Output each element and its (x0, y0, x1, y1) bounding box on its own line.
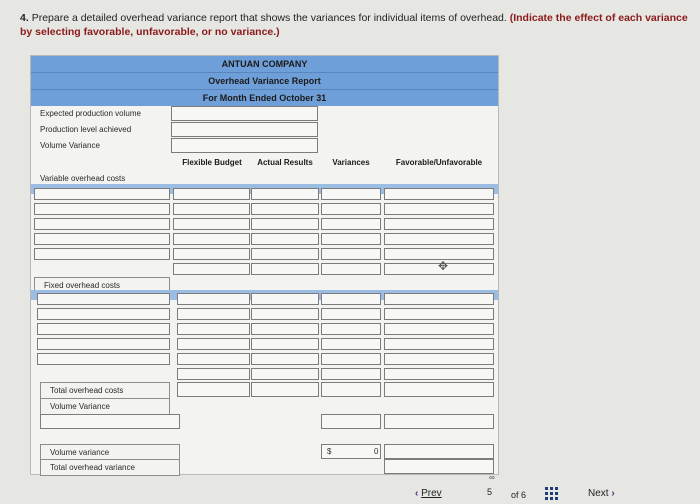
variable-actual-5[interactable] (251, 248, 319, 260)
expected-volume-input[interactable] (171, 106, 318, 121)
volume-variance-var[interactable] (321, 414, 381, 429)
page-total: of 6 (511, 490, 527, 500)
total-variance-fav-select[interactable] (384, 459, 494, 474)
fixed-overhead-label: Fixed overhead costs (34, 277, 170, 294)
fixed-total-fav[interactable] (384, 368, 494, 380)
fixed-var-4[interactable] (321, 338, 381, 350)
variable-actual-1[interactable] (251, 188, 319, 200)
move-cursor-icon: ✥ (438, 259, 449, 273)
question-instruction: (Indicate the effect of each variance by selecting favorable, unfavorable, or no variance.) (20, 12, 688, 38)
achieved-level-label: Production level achieved (31, 122, 170, 137)
fixed-flex-2[interactable] (177, 308, 250, 320)
total-overhead-actual[interactable] (251, 382, 319, 397)
grid-view-icon[interactable] (545, 487, 558, 500)
variable-total-flex[interactable] (173, 263, 250, 275)
variable-overhead-label: Variable overhead costs (31, 171, 170, 186)
variable-actual-4[interactable] (251, 233, 319, 245)
variable-var-2[interactable] (321, 203, 381, 215)
question-text: 4. Prepare a detailed overhead variance report that shows the variances for individual items of overhead. (Indicate the effect of each variance by selecting favorable, unfavorable, or no variance.) (20, 12, 688, 38)
next-button[interactable] (588, 488, 615, 499)
fixed-actual-3[interactable] (251, 323, 319, 335)
variable-var-5[interactable] (321, 248, 381, 260)
fixed-actual-2[interactable] (251, 308, 319, 320)
expected-volume-label: Expected production volume (31, 106, 170, 121)
total-overhead-fav[interactable] (384, 382, 494, 397)
chevron-right-icon: › (611, 488, 615, 499)
volume-variance-label: Volume Variance (31, 138, 170, 153)
volume-variance-entry[interactable] (40, 414, 180, 429)
fixed-flex-3[interactable] (177, 323, 250, 335)
variable-var-1[interactable] (321, 188, 381, 200)
variable-fav-2[interactable] (384, 203, 494, 215)
total-overhead-var[interactable] (321, 382, 381, 397)
volume-variance-row-label: Volume Variance (40, 398, 170, 415)
dollar-sign: $ (327, 447, 332, 456)
prev-button[interactable] (415, 488, 442, 499)
fixed-fav-3[interactable] (384, 323, 494, 335)
fixed-fav-2[interactable] (384, 308, 494, 320)
overhead-variance-report (30, 55, 499, 475)
total-variance-value: 0 (374, 447, 379, 456)
variable-total-actual[interactable] (251, 263, 319, 275)
total-overhead-flex[interactable] (177, 382, 250, 397)
fixed-actual-4[interactable] (251, 338, 319, 350)
col-flexible-budget: Flexible Budget (182, 158, 242, 167)
variable-total-var[interactable] (321, 263, 381, 275)
col-variances: Variances (332, 158, 370, 167)
variable-item-5[interactable] (34, 248, 170, 260)
fixed-fav-1[interactable] (384, 293, 494, 305)
variable-item-4[interactable] (34, 233, 170, 245)
volume-variance-input[interactable] (171, 138, 318, 153)
variable-fav-3[interactable] (384, 218, 494, 230)
fixed-item-4[interactable] (37, 338, 170, 350)
fixed-item-5[interactable] (37, 353, 170, 365)
variable-flex-1[interactable] (173, 188, 250, 200)
fixed-total-flex[interactable] (177, 368, 250, 380)
fixed-item-2[interactable] (37, 308, 170, 320)
variable-var-3[interactable] (321, 218, 381, 230)
fixed-var-1[interactable] (321, 293, 381, 305)
link-icon: ∞ (489, 473, 495, 482)
volume-variance-bottom-label: Volume variance (40, 444, 180, 461)
variable-actual-3[interactable] (251, 218, 319, 230)
fixed-var-3[interactable] (321, 323, 381, 335)
fixed-actual-5[interactable] (251, 353, 319, 365)
fixed-var-2[interactable] (321, 308, 381, 320)
report-header (31, 56, 498, 106)
current-page: 5 (487, 487, 493, 497)
fixed-fav-4[interactable] (384, 338, 494, 350)
variable-actual-2[interactable] (251, 203, 319, 215)
fixed-item-1[interactable] (37, 293, 170, 305)
fixed-flex-5[interactable] (177, 353, 250, 365)
volume-variance-fav[interactable] (384, 414, 494, 429)
fixed-total-var[interactable] (321, 368, 381, 380)
variable-fav-4[interactable] (384, 233, 494, 245)
chevron-left-icon: ‹ (415, 488, 419, 499)
fixed-total-actual[interactable] (251, 368, 319, 380)
prev-label: Prev (421, 488, 442, 499)
variable-flex-5[interactable] (173, 248, 250, 260)
fixed-var-5[interactable] (321, 353, 381, 365)
col-actual-results: Actual Results (257, 158, 313, 167)
fixed-fav-5[interactable] (384, 353, 494, 365)
achieved-level-input[interactable] (171, 122, 318, 137)
variable-flex-2[interactable] (173, 203, 250, 215)
volume-variance-fav-select[interactable] (384, 444, 494, 459)
variable-flex-3[interactable] (173, 218, 250, 230)
fixed-flex-1[interactable] (177, 293, 250, 305)
next-label: Next (588, 488, 609, 499)
variable-item-3[interactable] (34, 218, 170, 230)
report-title: Overhead Variance Report (31, 73, 498, 90)
variable-flex-4[interactable] (173, 233, 250, 245)
variable-item-2[interactable] (34, 203, 170, 215)
total-overhead-variance-label: Total overhead variance (40, 459, 180, 476)
report-period: For Month Ended October 31 (202, 93, 327, 103)
fixed-flex-4[interactable] (177, 338, 250, 350)
fixed-actual-1[interactable] (251, 293, 319, 305)
fixed-item-3[interactable] (37, 323, 170, 335)
variable-fav-1[interactable] (384, 188, 494, 200)
total-overhead-label: Total overhead costs (40, 382, 170, 399)
variable-var-4[interactable] (321, 233, 381, 245)
col-favorable-unfavorable: Favorable/Unfavorable (395, 158, 483, 167)
company-name: ANTUAN COMPANY (31, 56, 498, 73)
variable-item-1[interactable] (34, 188, 170, 200)
